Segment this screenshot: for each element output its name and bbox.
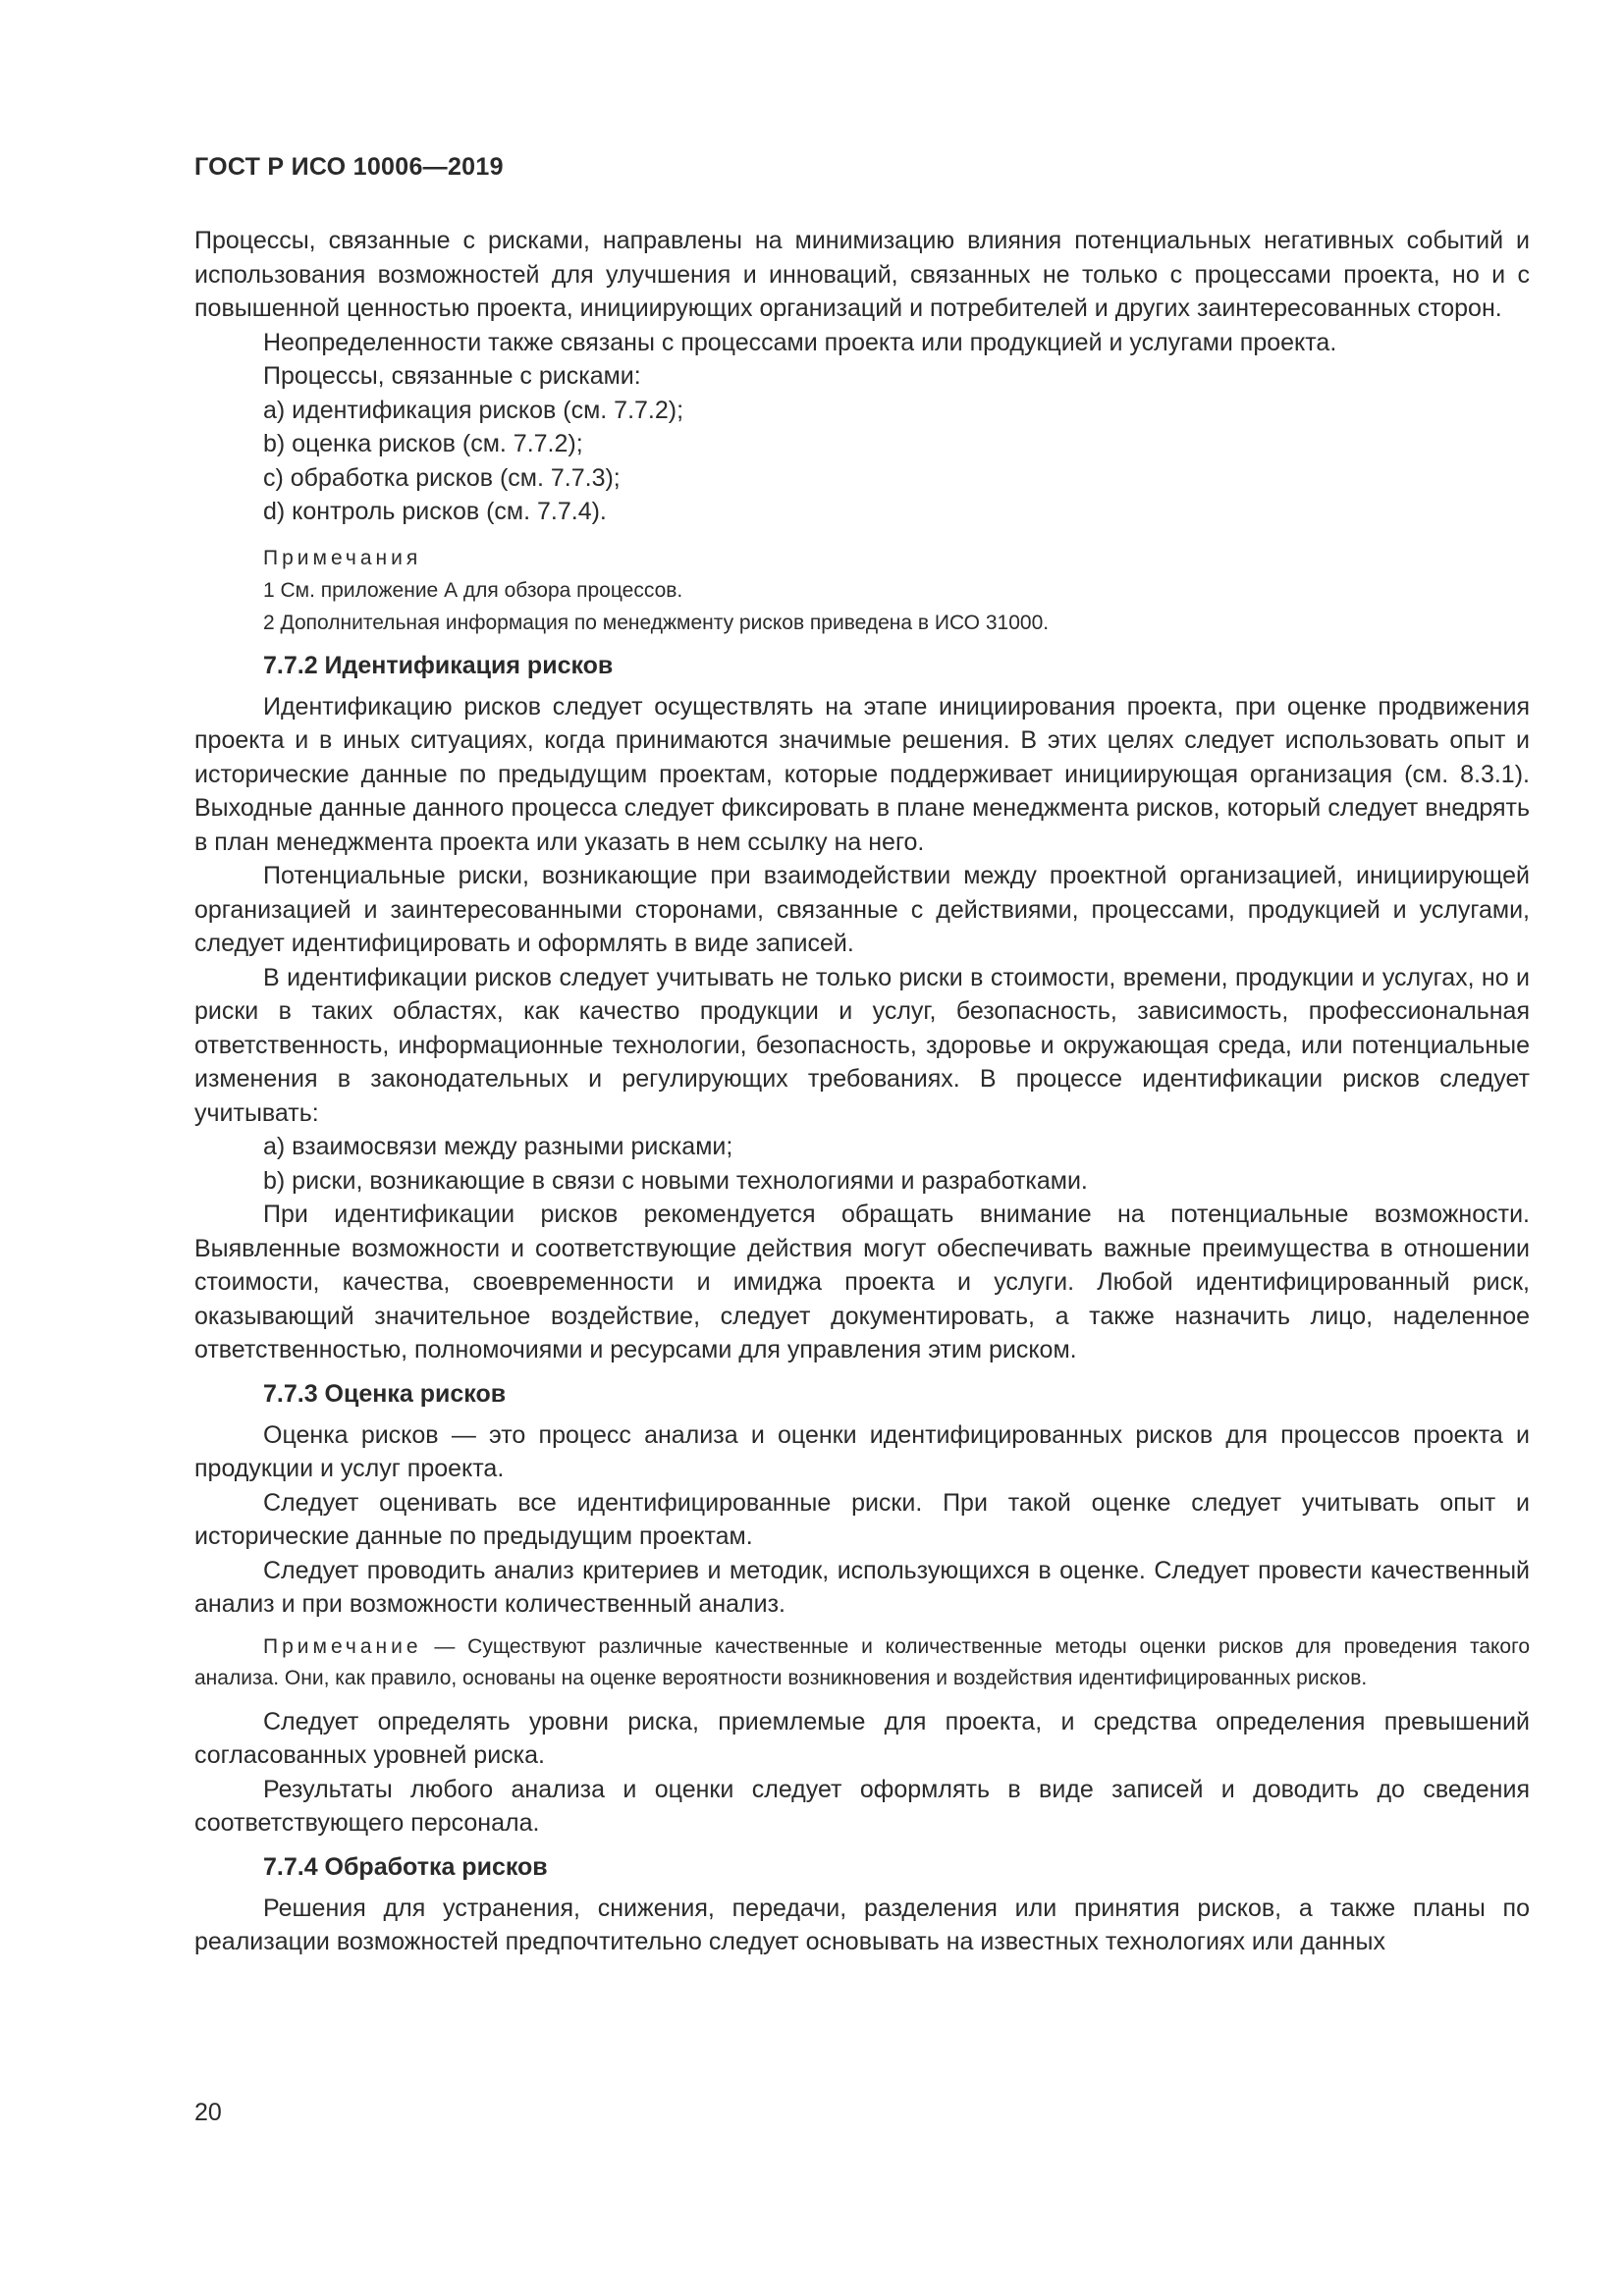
paragraph: Следует оценивать все идентифицированные риски. При такой оценке следует учитывать опыт и исторические данные по предыдущим проектам. [194,1488,1530,1550]
paragraph: Оценка рисков — это процесс анализа и оценки идентифицированных рисков для процессов проекта и продукции и услуг проекта. [194,1420,1530,1482]
document-header: ГОСТ Р ИСО 10006—2019 [194,153,504,181]
section-heading-7-7-4: 7.7.4 Обработка рисков [263,1852,548,1881]
paragraph: Следует определять уровни риска, приемлемые для проекта, и средства определения превышений согласованных уровней риска. [194,1707,1530,1769]
list-item: c) обработка рисков (см. 7.7.3); [263,463,621,492]
list-item: b) риски, возникающие в связи с новыми технологиями и разработками. [263,1166,1088,1195]
section-heading-7-7-2: 7.7.2 Идентификация рисков [263,651,614,679]
list-item: d) контроль рисков (см. 7.7.4). [263,498,607,525]
intro-paragraph: Процессы, связанные с рисками, направлены на минимизацию влияния потенциальных негативных событий и использования возможностей для улучшения и инноваций, связанных не только с процессами проекта, но и с повышенной ценностью проекта, инициирующих организаций и потребителей и других заинтересованных сторон. [194,227,1530,322]
paragraph: Следует проводить анализ критериев и методик, использующихся в оценке. Следует провести качественный анализ и при возможности количественный анализ. [194,1556,1530,1618]
section-heading-7-7-3: 7.7.3 Оценка рисков [263,1379,507,1408]
list-item: a) взаимосвязи между разными рисками; [263,1133,733,1160]
paragraph: Потенциальные риски, возникающие при взаимодействии между проектной организацией, инициирующей организацией и заинтересованными сторонами, связанные с действиями, процессами, продукцией и услугами, следует идентифицировать и оформлять в виде записей. [194,862,1530,957]
note-item: 1 См. приложение А для обзора процессов. [263,578,683,602]
list-item: b) оценка рисков (см. 7.7.2); [263,430,583,457]
paragraph: Решения для устранения, снижения, передачи, разделения или принятия рисков, а также планы по реализации возможностей предпочтительно следует основывать на известных технологиях или данных [194,1894,1530,1955]
notes-title: Примечания [263,546,422,569]
note-text: — Существуют различные качественные и количественные методы оценки рисков для проведения такого анализа. Они, как правило, основаны на оценке вероятности возникновения и воздействия идентифицированных рисков. [194,1634,1530,1689]
note-paragraph [194,1631,1530,1695]
note-label: Примечание [263,1634,422,1658]
paragraph: В идентификации рисков следует учитывать не только риски в стоимости, времени, продукции и услугах, но и риски в таких областях, как качество продукции и услуг, безопасность, зависимость, профессиональная ответственность, информационные технологии, безопасность, здоровье и окружающая среда, или потенциальные изменения в законодательных и регулирующих требованиях. В процессе идентификации рисков следует учитывать: [194,963,1530,1127]
processes-lead: Процессы, связанные с рисками: [263,362,641,390]
note-item: 2 Дополнительная информация по менеджменту рисков приведена в ИСО 31000. [263,611,1050,634]
paragraph: Результаты любого анализа и оценки следует оформлять в виде записей и доводить до сведения соответствующего персонала. [194,1775,1530,1837]
paragraph: При идентификации рисков рекомендуется обращать внимание на потенциальные возможности. Выявленные возможности и соответствующие действия могут обеспечивать важные преимущества в отношении стоимости, качества, своевременности и имиджа проекта и услуги. Любой идентифицированный риск, оказывающий значительное воздействие, следует документировать, а также назначить лицо, наделенное ответственностью, полномочиями и ресурсами для управления этим риском. [194,1201,1530,1363]
page-body [194,224,1530,1959]
page-number: 20 [194,2099,222,2126]
uncertainty-paragraph: Неопределенности также связаны с процессами проекта или продукцией и услугами проекта. [263,328,1337,356]
list-item: a) идентификация рисков (см. 7.7.2); [263,396,684,424]
paragraph: Идентификацию рисков следует осуществлять на этапе инициирования проекта, при оценке продвижения проекта и в иных ситуациях, когда принимаются значимые решения. В этих целях следует использовать опыт и исторические данные по предыдущим проектам, которые поддерживает инициирующая организация (см. 8.3.1). Выходные данные данного процесса следует фиксировать в плане менеджмента рисков, который следует внедрять в план менеджмента проекта или указать в нем ссылку на него. [194,692,1530,856]
